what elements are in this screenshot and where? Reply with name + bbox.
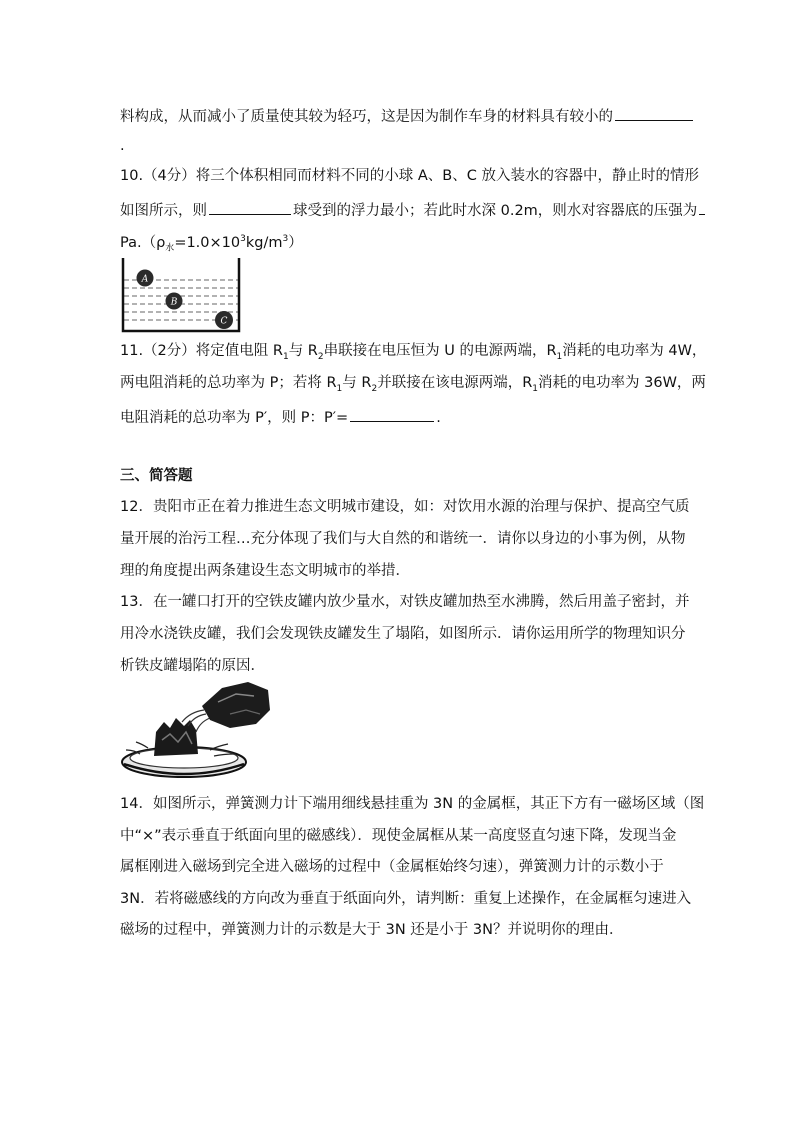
q9-period: . xyxy=(120,138,125,154)
q13-crushed-can-figure xyxy=(118,680,276,784)
q10-answer-blank-1[interactable] xyxy=(209,198,291,215)
q11-text-2a: 两电阻消耗的总功率为 P；若将 R xyxy=(120,375,337,391)
section-heading: 三、简答题 xyxy=(120,468,193,484)
q13-line-3: 析铁皮罐塌陷的原因． xyxy=(120,658,265,674)
q14-line-5: 磁场的过程中，弹簧测力计的示数是大于 3N 还是小于 3N？并说明你的理由． xyxy=(120,922,624,938)
q11-text-1d: 消耗的电功率为 4W， xyxy=(562,343,707,359)
q11-text-1c: 串联接在电压恒为 U 的电源两端，R xyxy=(323,343,557,359)
q11-text-2c: 并联接在该电源两端，R xyxy=(377,375,533,391)
q12-line-1: 12．贵阳市正在着力推进生态文明城市建设，如：对饮用水源的治理与保护、提高空气质 xyxy=(120,499,690,515)
q11-sub-6: 1 xyxy=(532,383,539,394)
q14-line-1: 14．如图所示，弹簧测力计下端用细线悬挂重为 3N 的金属框，其正下方有一磁场区域（图 xyxy=(120,796,705,812)
q11-text-1b: 与 R xyxy=(288,343,318,359)
q13-line-1: 13．在一罐口打开的空铁皮罐内放少量水，对铁皮罐加热至水沸腾，然后用盖子密封，并 xyxy=(120,594,690,610)
q11-sub-1: 1 xyxy=(282,351,289,362)
q11-line-3 xyxy=(120,405,441,428)
ball-b-label: B xyxy=(170,297,178,308)
q14-line-3: 属框刚进入磁场到完全进入磁场的过程中（金属框始终匀速），弹簧测力计的示数小于 xyxy=(120,859,664,875)
q11-text-3a: 电阻消耗的总功率为 P′，则 P：P′= xyxy=(120,410,349,426)
q11-sub-4: 1 xyxy=(336,383,343,394)
q10-text-3d: ） xyxy=(288,234,303,251)
q11-text-2d: 消耗的电功率为 36W，两 xyxy=(538,375,706,391)
pouring-jug xyxy=(202,682,270,728)
q10-exponent: 3 xyxy=(240,234,246,244)
q10-line-3 xyxy=(120,229,303,259)
q11-sub-2: 2 xyxy=(317,351,324,362)
q10-rho-subscript: 水 xyxy=(165,243,175,254)
q10-text-3a: Pa.（ρ xyxy=(120,234,166,251)
q11-answer-blank[interactable] xyxy=(350,405,434,422)
q9-text-1: 料构成，从而减小了质量使其较为轻巧，这是因为制作车身的材料具有较小的 xyxy=(120,109,613,125)
q10-text-1: 10.（4分）将三个体积相同而材料不同的小球 A、B、C 放入装水的容器中，静止时的情形 xyxy=(120,168,699,184)
q11-period: . xyxy=(436,410,441,426)
q11-text-1a: 11.（2分）将定值电阻 R xyxy=(120,343,283,359)
q11-sub-5: 2 xyxy=(371,383,378,394)
q10-text-3b: =1.0×10 xyxy=(174,234,241,251)
q9-answer-blank[interactable] xyxy=(615,104,693,121)
q10-line-2 xyxy=(120,198,707,221)
ball-a-label: A xyxy=(141,274,149,285)
q11-line-2 xyxy=(120,373,706,399)
q11-line-1 xyxy=(120,341,706,367)
q12-line-3: 理的角度提出两条建设生态文明城市的举措． xyxy=(120,563,410,579)
q10-text-3c: kg/m xyxy=(245,234,283,251)
q12-line-2: 量开展的治污工程…充分体现了我们与大自然的和谐统一．请你以身边的小事为例，从物 xyxy=(120,531,686,547)
q10-container-figure xyxy=(120,256,242,334)
q11-sub-3: 1 xyxy=(556,351,563,362)
q10-text-2b: 球受到的浮力最小；若此时水深 0.2m，则水对容器底的压强为 xyxy=(293,203,698,219)
q10-unit-exponent: 3 xyxy=(282,234,289,244)
crushed-can xyxy=(154,718,198,756)
q10-answer-blank-2[interactable] xyxy=(699,198,705,215)
q13-line-2: 用冷水浇铁皮罐，我们会发现铁皮罐发生了塌陷，如图所示．请你运用所学的物理知识分 xyxy=(120,626,686,642)
q11-text-2b: 与 R xyxy=(342,375,372,391)
q10-line-1 xyxy=(120,166,699,186)
q14-line-2: 中“×”表示垂直于纸面向里的磁感线）．现使金属框从某一高度竖直匀速下降，发现当金 xyxy=(120,828,677,844)
q9-line-2 xyxy=(120,136,125,156)
q14-line-4: 3N．若将磁感线的方向改为垂直于纸面向外，请判断：重复上述操作，在金属框匀速进入 xyxy=(120,891,692,907)
ball-c-label: C xyxy=(220,316,228,327)
q9-line-1 xyxy=(120,104,695,127)
q10-text-2a: 如图所示，则 xyxy=(120,203,207,219)
